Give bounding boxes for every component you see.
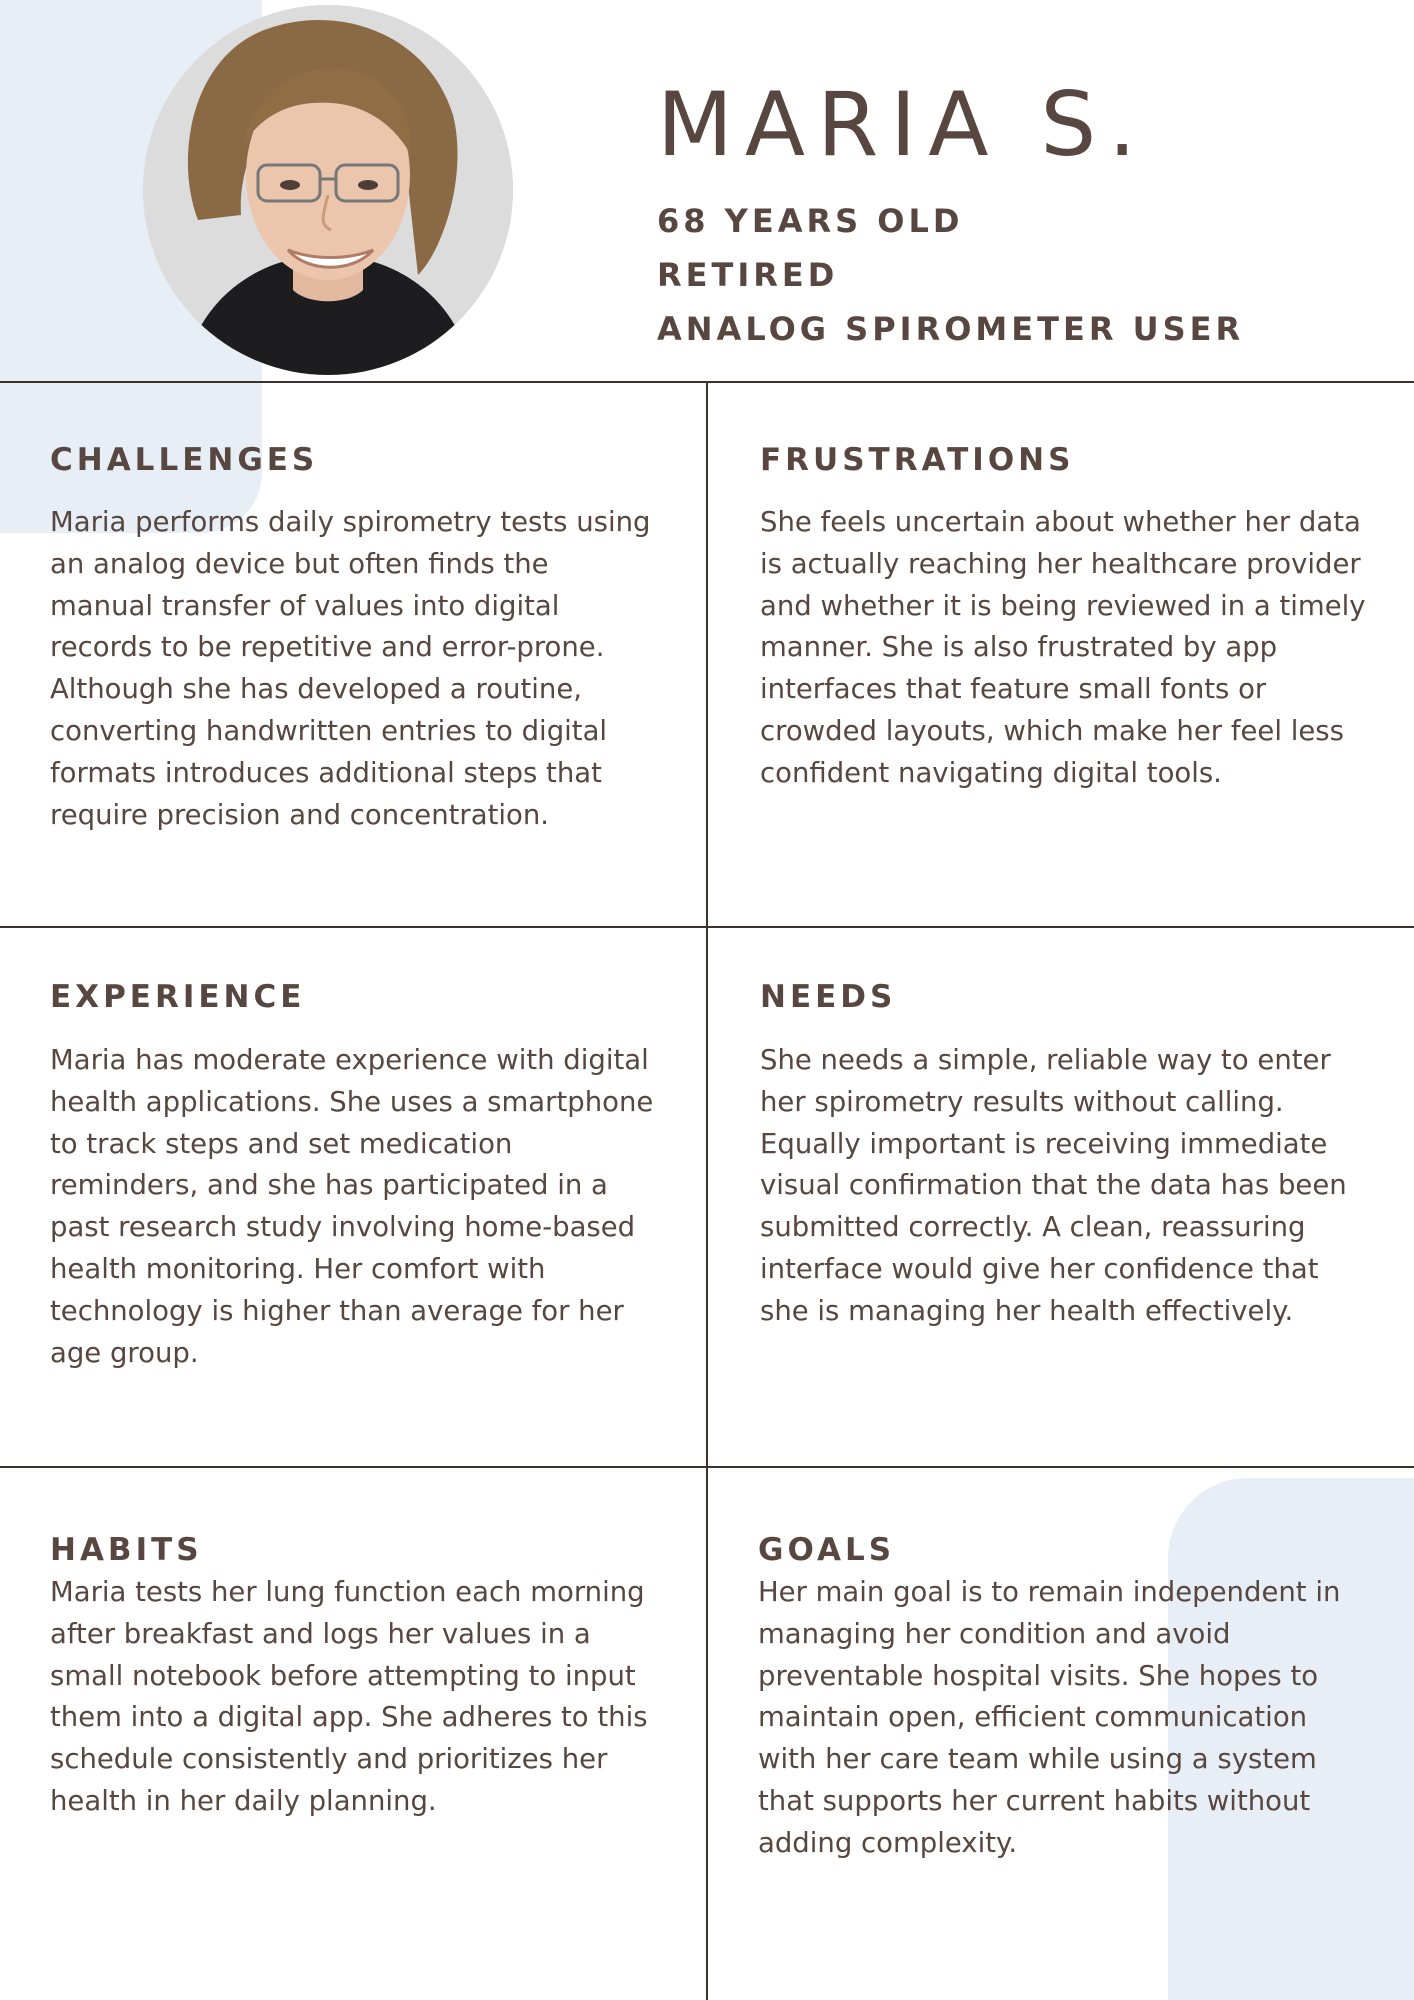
persona-header xyxy=(657,70,1377,356)
experience-text: Maria has moderate experience with digital health applications. She uses a smartphone to track steps and set medication reminders, and she has participated in a past research study involving home-based health monitoring. Her comfort with technology is higher than average for her age group. xyxy=(50,1044,654,1369)
portrait-icon xyxy=(143,5,513,375)
goals-section xyxy=(758,1530,1368,1865)
habits-section xyxy=(50,1530,660,1823)
needs-text: She needs a simple, reliable way to enter her spirometry results without calling. Equally important is receiving immediate visual confirmation that the data has been submitted correctly. A clean, reassuring interface would give her confidence that she is managing her health effectively. xyxy=(760,1044,1347,1327)
habits-text: Maria tests her lung function each morning after breakfast and logs her values in a small notebook before attempting to input them into a digital app. She adheres to this schedule consistently and prioritizes her health in her daily planning. xyxy=(50,1576,648,1817)
experience-section xyxy=(50,977,660,1374)
habits-title: HABITS xyxy=(50,1532,203,1568)
persona-occupation: RETIRED xyxy=(657,256,839,294)
needs-section xyxy=(760,977,1370,1333)
frustrations-section xyxy=(760,440,1370,795)
goals-text: Her main goal is to remain independent in managing her condition and avoid preventable hospital visits. She hopes to maintain open, efficient communication with her care team while using a system that supports her current habits without adding complexity. xyxy=(758,1576,1341,1859)
persona-age: 68 YEARS OLD xyxy=(657,202,964,240)
needs-title: NEEDS xyxy=(760,979,897,1015)
experience-title: EXPERIENCE xyxy=(50,979,306,1015)
challenges-text: Maria performs daily spirometry tests using an analog device but often finds the manual transfer of values into digital records to be repetitive and error-prone. Although she has developed a routine, converting handwritten entries to digital formats introduces additional steps that require precision and concentration. xyxy=(50,506,651,831)
frustrations-title: FRUSTRATIONS xyxy=(760,442,1075,478)
goals-title: GOALS xyxy=(758,1532,896,1568)
challenges-section xyxy=(50,440,660,836)
persona-avatar xyxy=(143,5,513,375)
frustrations-text: She feels uncertain about whether her data is actually reaching her healthcare provider and whether it is being reviewed in a timely manner. She is also frustrated by app interfaces that feature small fonts or crowded layouts, which make her feel less confident navigating digital tools. xyxy=(760,506,1366,789)
persona-role: ANALOG SPIROMETER USER xyxy=(657,310,1245,348)
divider-vertical xyxy=(706,382,708,2000)
challenges-title: CHALLENGES xyxy=(50,442,319,478)
persona-name: MARIA S. xyxy=(657,73,1149,176)
